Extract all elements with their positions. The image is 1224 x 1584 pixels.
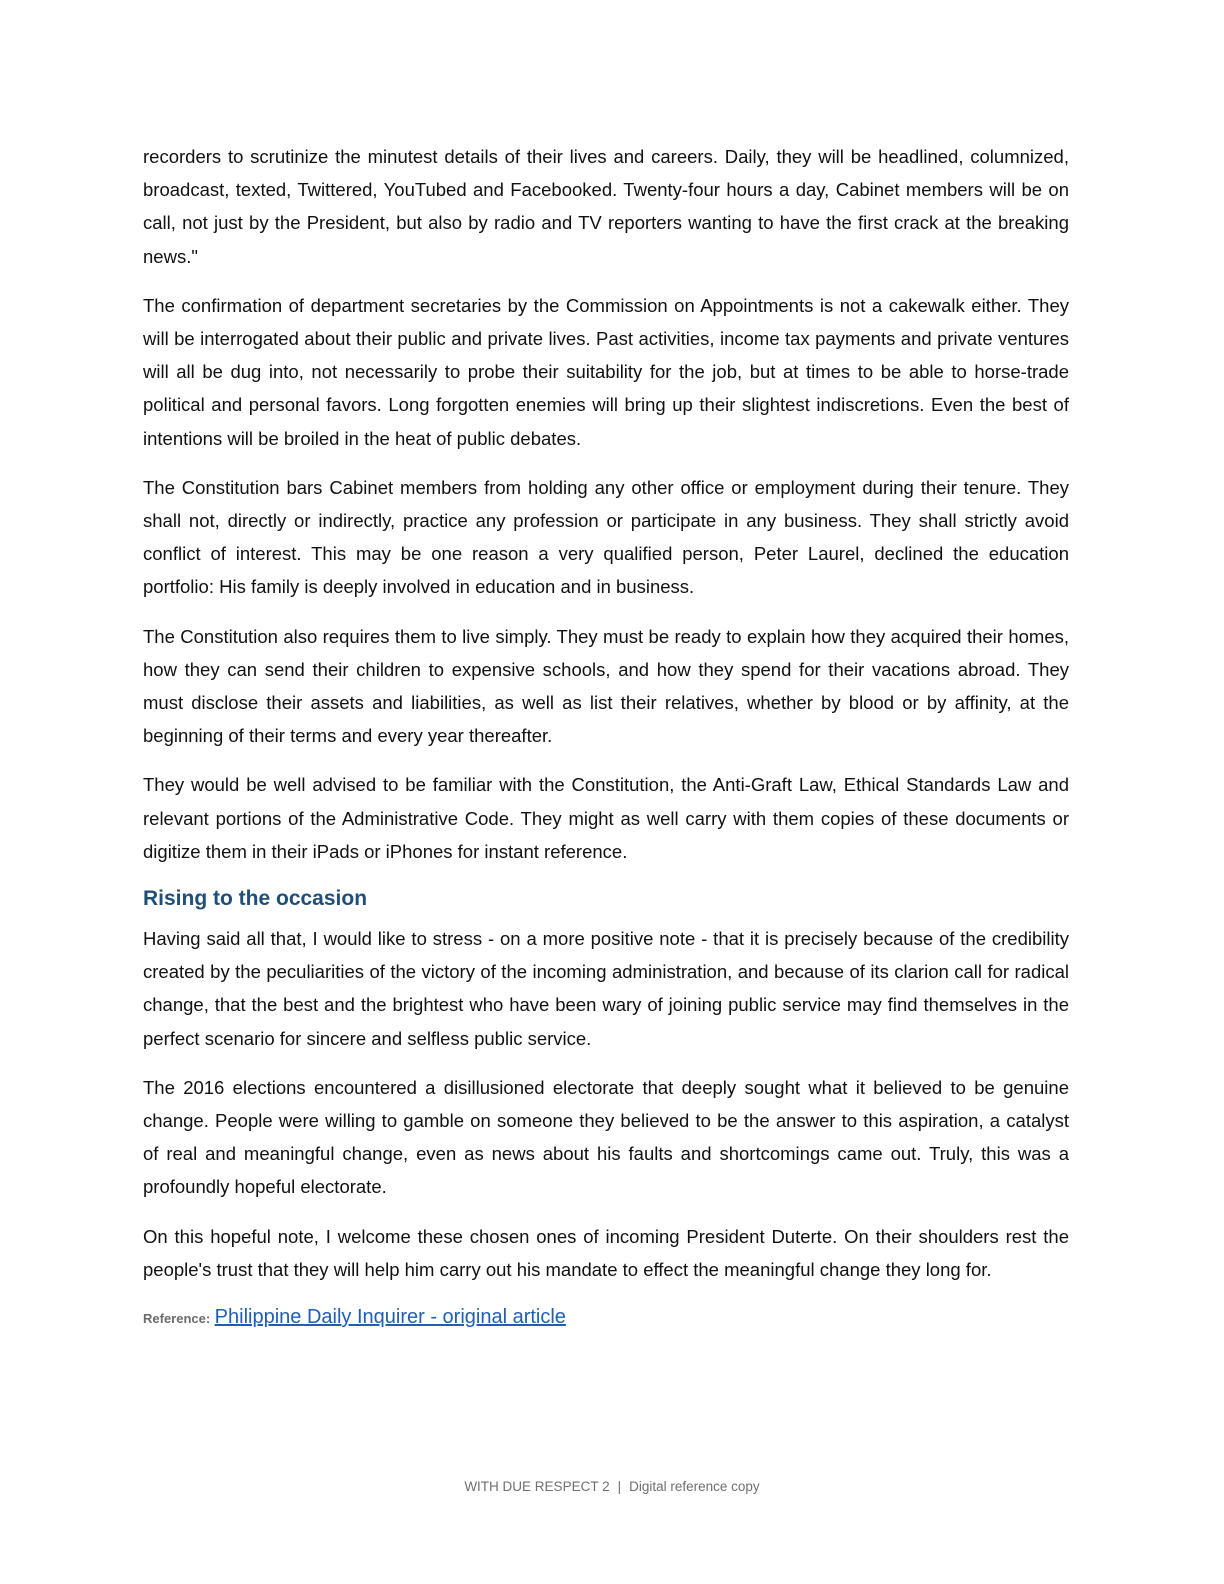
body-paragraph: recorders to scrutinize the minutest details of their lives and careers. Daily, they will be headlined, columnized, broadcast, texted, Twittered, YouTubed and Facebooked. Twenty-four hours a day, Cabinet members will be on call, not just by the President, but also by radio and TV reporters wanting to have the first crack at the breaking news.": [143, 146, 1069, 267]
body-paragraph: The Constitution also requires them to live simply. They must be ready to explain how they acquired their homes, how they can send their children to expensive schools, and how they spend for their vacations abroad. They must disclose their assets and liabilities, as well as list their relatives, whether by blood or by affinity, at the beginning of their terms and every year thereafter.: [143, 625, 1069, 747]
reference-line: [143, 1302, 1069, 1334]
body-paragraph: They would be well advised to be familiar with the Constitution, the Anti-Graft Law, Ethical Standards Law and relevant portions of the Administrative Code. They might as well carry with them copies of these documents or digitize them in their iPads or iPhones for instant reference.: [143, 774, 1069, 862]
page-footer: [0, 1479, 1224, 1494]
reference-label: Reference:: [143, 1311, 211, 1327]
reference-link[interactable]: Philippine Daily Inquirer - original article: [214, 1306, 566, 1329]
footer-separator: |: [617, 1479, 622, 1494]
footer-subtitle: Digital reference copy: [629, 1479, 760, 1494]
document-body: [143, 140, 1069, 1334]
section-heading: Rising to the occasion: [143, 887, 368, 911]
footer-title: WITH DUE RESPECT 2: [464, 1479, 610, 1494]
body-paragraph: On this hopeful note, I welcome these chosen ones of incoming President Duterte. On their shoulders rest the people's trust that they will help him carry out his mandate to effect the meaningful change they long for.: [143, 1225, 1069, 1280]
body-paragraph: The confirmation of department secretaries by the Commission on Appointments is not a cakewalk either. They will be interrogated about their public and private lives. Past activities, income tax payments and private ventures will all be dug into, not necessarily to probe their suitability for the job, but at times to be able to horse-trade political and personal favors. Long forgotten enemies will bring up their slightest indiscretions. Even the best of intentions will be broiled in the heat of public debates.: [143, 294, 1069, 449]
body-paragraph: The Constitution bars Cabinet members from holding any other office or employment during their tenure. They shall not, directly or indirectly, practice any profession or participate in any business. They shall strictly avoid conflict of interest. This may be one reason a very qualified person, Peter Laurel, declined the education portfolio: His family is deeply involved in education and in business.: [143, 476, 1069, 598]
body-paragraph: Having said all that, I would like to stress - on a more positive note - that it is precisely because of the credibility created by the peculiarities of the victory of the incoming administration, and because of its clarion call for radical change, that the best and the brightest who have been wary of joining public service may find themselves in the perfect scenario for sincere and selfless public service.: [143, 928, 1069, 1049]
body-paragraph: The 2016 elections encountered a disillusioned electorate that deeply sought what it believed to be genuine change. People were willing to gamble on someone they believed to be the answer to this aspiration, a catalyst of real and meaningful change, even as news about his faults and shortcomings came out. Truly, this was a profoundly hopeful electorate.: [143, 1076, 1069, 1198]
